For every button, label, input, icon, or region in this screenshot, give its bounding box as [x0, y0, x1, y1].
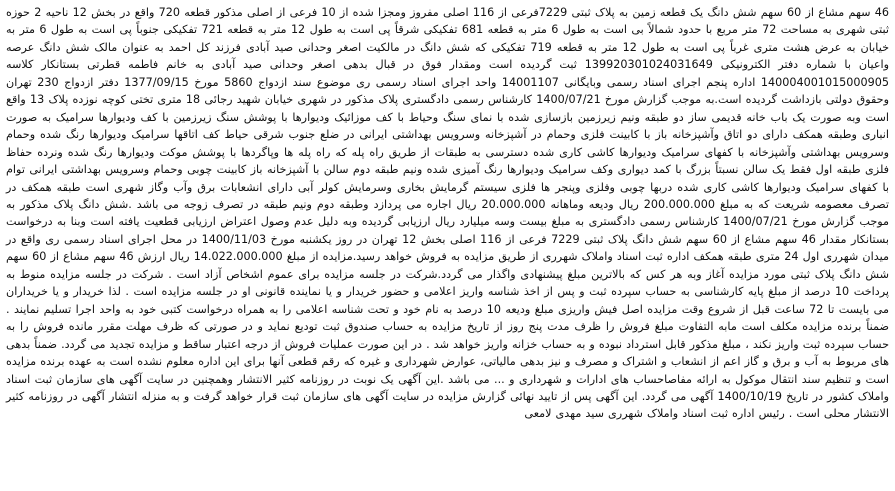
- auction-notice-text: 46 سهم مشاع از 60 سهم شش دانگ یک قطعه زمین به پلاک ثبتی 7229فرعی از 116 اصلی مفروز ومجزا شده از 10 فرعی از اصلی مذکور قطعه 720 واقع در بخش 12 ناحیه 2 حوزه ثبتی شهری به مساحت 72 متر مربع با حدود شمالاً بی است به طول 6 متر به قطعه 681 تفکیکی شرقاً پی است به طول 12 متر به قطعه 721 تفکیکی جنوباً پی است به طول 6 متر به خیابان به عرض هشت متری غرباً پی است به طول 12 متر به قطعه 719 تفکیکی که شش دانگ در مالکیت اصغر وحدانی صید آبادی فرزند کل احمد به عنوان مالک شش دانگ عرصه واعیان با شماره دفتر الکترونیکی 139920301024031649 ثبت گردیده است ومقدار فوق در قبال بدهی اصغر وحدانی صید آبادی به خانم فاطمه قطرتی بستانکار کلاسه 140004001015000905 اداره پنجم اجرای اسناد رسمی وبایگانی 14001107 واحد اجرای اسناد رسمی ری موضوع سند ازدواج 5860 مورخ 1377/09/15 دفتر ازدواج 230 تهران وحقوق دولتی بازداشت گردیده است.به موجب گزارش مورخ 1400/07/21 کارشناس رسمی دادگستری پلاک مذکور در شهری خیابان شهید رجائی 18 متری تختی کوچه نوزده پلاک 13 واقع است وبه صورت یک باب خانه قدیمی ساز دو طبقه ونیم زیرزمین بازسازی شده با نمای سنگ وحیاط با کف موزائیک ودیوارها با پوشش سنگ زیرزمین با کف ودیوارها سرامیک به صورت انباری وطبقه همکف دارای دو اتاق وآشپزخانه باز با کابینت فلزی وحمام در آشپزخانه وسرویس بهداشتی ایرانی در ضلع جنوب شرقی حیاط کف اتاقها سرامیک ودیوارها رنگ شده وحمام وسرویس بهداشتی وآشپزخانه با کفهای سرامیک ودیوارها کاشی کاری شده دسترسی به طبقات از طریق راه پله که راه پله ها وپاگردها با پوشش موکت ودیوارها رنگ شده ونرده حفاظ فلزی طبقه اول فقط یک سالن نسبتاً بزرگ با کمد دیواری وکف سرامیک ودیوارها رنگ آمیزی شده ونیم طبقه دوم سالن با آشپزخانه باز کابینت چوبی وحمام وسرویس بهداشتی ایرانی توام با کفهای سرامیک ودیوارها کاشی کاری شده دربها چوبی وفلزی وپنجر ها فلزی سیستم گرمایش بخاری وسرمایش کولر آبی دارای انشعابات برق وآب وگاز شهری است طبقه همکف در تصرف معصومه شریعت که به مبلغ 200.000.000 ریال ودیعه وماهانه 20.000.000 ریال اجاره می پردازد وطبقه دوم ونیم طبقه در تصرف زوجه می باشد .شش دانگ پلاک مذکور به موجب گزارش مورخ 1400/07/21 کارشناس رسمی دادگستری به مبلغ بیست وسه میلیارد ریال ارزیابی گردیده وبه دلیل عدم وصول اعتراض ارزیابی قطعیت یافته است وبنا به درخواست بستانکار مقدار 46 سهم مشاع از 60 سهم شش دانگ پلاک ثبتی 7229 فرعی از 116 اصلی بخش 12 تهران در روز یکشنبه مورخ 1400/11/03 در محل اجرای اسناد رسمی ری واقع در میدان شهرری اول 24 متری طبقه همکف اداره ثبت اسناد واملاک شهرری از طریق مزایده به فروش خواهد رسید.مزایده از مبلغ 14.022.000.000 ریال ارزش 46 سهم مشاع از 60 سهم شش دانگ پلاک ثبتی مورد مزایده آغاز وبه هر کس که بالاترین مبلغ پیشنهادی واگذار می گردد.شرکت در جلسه مزایده برای عموم اشخاص آزاد است . شرکت در جلسه مزایده منوط به پرداخت 10 درصد از مبلغ پایه کارشناسی به حساب سپرده ثبت و پس از اخذ شناسه واریز اعلامی و حضور خریدار و یا نماینده قانونی او در جلسه مزایده است . لذا خریدار و یا خریداران می بایست تا 72 ساعت قبل از شروع وقت مزایده اصل فیش واریزی مبلغ ودیعه 10 درصد به نام خود و تحت شناسه اعلامی را به همراه درخواست کتبی خود به واحد اجرا تسلیم نمایند . ضمناً برنده مزایده مکلف است مابه التفاوت مبلغ فروش را ظرف مدت پنج روز از تاریخ مزایده به حساب صندوق ثبت تودیع نماید و در صورتی که ظرف مهلت مقرر مانده فروش را به حساب سپرده ثبت واریز نکند ، مبلغ مذکور قابل استرداد نبوده و به حساب خزانه واریز خواهد شد . در این صورت عملیات فروش از درجه اعتبار ساقط و مزایده تجدید می گردد. ضمناً بدهی های مربوط به آب و برق و گاز اعم از انشعاب و اشتراک و مصرف و نیز بدهی مالیاتی، عوارض شهرداری و غیره که رقم قطعی آنها برای این اداره معلوم نشده است به عهده برنده مزایده است و تنظیم سند انتقال موکول به ارائه مفاصاحساب های ادارات و شهرداری و ... می باشد .این آگهی یک نوبت در روزنامه کثیر الانتشار وهمچنین در سایت آگهی های سازمان ثبت اسناد واملاک کشور در تاریخ 1400/10/19 آگهی می گردد. این آگهی پس از تایید نهائی گزارش مزایده در سایت آگهی های سازمان ثبت قرار خواهد گرفت و به منزله انتشار آگهی در روزنامه کثیر الانتشار محلی است . رئیس اداره ثبت اسناد واملاک شهرری سید مهدی لامعی: [6, 6, 890, 421]
